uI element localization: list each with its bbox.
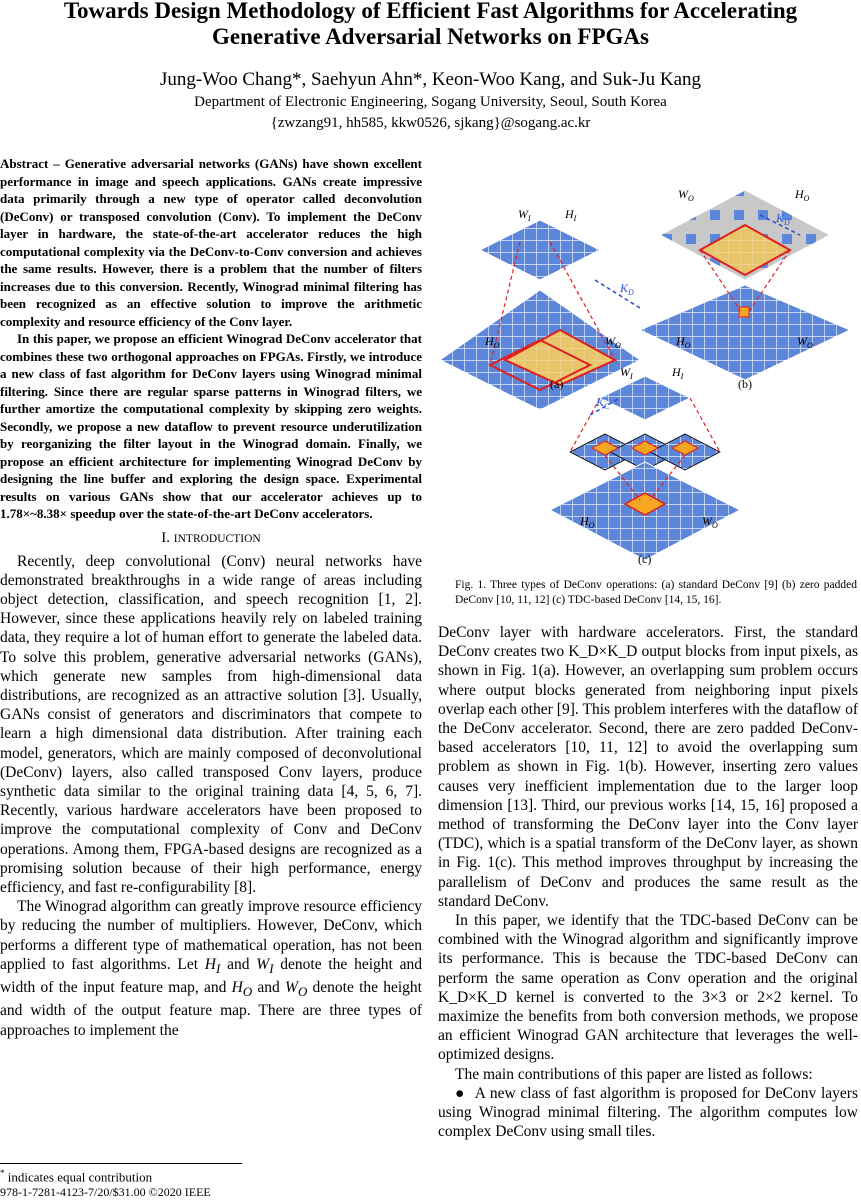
svg-text:HO: $H_O$: [795, 187, 810, 203]
svg-text:HO: $H_O$: [676, 334, 691, 350]
right-paragraph-2: In this paper, we identify that the TDC-based DeConv can be combined with the Winograd algorithm and significantly improve its performance. This is because the TDC-based DeConv can perform the same operation as Conv operation and the original K_D×K_D kernel is converted to the 3×3 or 2×2 kernel. To maximize the benefits from both conversion methods, we propose an efficient Winograd GAN architecture that leverages the well-optimized designs.: [438, 912, 858, 1064]
figure-label-a: (a): [550, 377, 564, 391]
abstract: [0, 155, 422, 523]
figure-label-b: (b): [738, 377, 752, 391]
svg-text:HO: $H_O$: [485, 334, 500, 350]
svg-text:KD: $K_D$: [620, 281, 634, 297]
authors: Jung-Woo Chang*, Saehyun Ahn*, Keon-Woo Kang, and Suk-Ju Kang: [159, 69, 702, 90]
svg-text:WI: $W_I$: [518, 207, 531, 223]
svg-text:KC: $K_C$: [596, 395, 610, 411]
bullet-icon: ●: [455, 1084, 466, 1102]
footnote-text: indicates equal contribution: [7, 1169, 153, 1185]
intro-p2-part-b: denote the height and width of the input feature map, and: [0, 955, 422, 997]
figure-1: [440, 180, 860, 570]
abstract-paragraph-1: Abstract – Generative adversarial networks (GANs) have shown excellent performance in image and speech applications. GANs create impressive data primarily through a new type of operator called deconvolution (DeConv) or transposed convolution (Conv). To implement the DeConv layer in hardware, the state-of-the-art accelerator reduces the high computational complexity via the DeConv-to-Conv conversion and achieves the same results. However, there is a problem that the number of filters increases due to this conversion. Recently, Winograd minimal filtering has been recognized as an effective solution to improve the arithmetic complexity and resource efficiency of the Conv layer.: [0, 156, 422, 329]
footnote: * indicates equal contribution: [0, 1168, 153, 1185]
email: {zwzang91, hh585, kkw0526, sjkang}@sogang.ac.kr: [270, 115, 591, 131]
paper-title: [0, 0, 861, 50]
svg-text:HI: $H_I$: [672, 365, 684, 381]
svg-text:KD: $K_D$: [776, 211, 790, 227]
intro-text: [0, 552, 422, 1040]
figure-1-graphic: [440, 180, 860, 570]
left-column: [0, 155, 422, 1040]
right-paragraph-3: The main contributions of this paper are listed as follows:: [455, 1065, 813, 1083]
section-number: I.: [161, 529, 171, 546]
svg-text:WO: $W_O$: [678, 187, 694, 203]
section-heading: [0, 529, 422, 548]
right-paragraph-1: DeConv layer with hardware accelerators. First, the standard DeConv creates two K_D×K_D output blocks from input pixels, as shown in Fig. 1(a). However, an overlapping sum problem occurs where output blocks generated from neighboring input pixels overlap each other [9]. This problem interferes with the dataflow of the DeConv accelerator. Second, there are zero padded DeConv-based accelerators [10, 11, 12] to avoid the overlapping sum problem as shown in Fig. 1(b). However, inserting zero values causes very inefficient implementation due to the larger loop dimension [13]. Third, our previous works [14, 15, 16] proposed a method of transforming the DeConv layer into the Conv layer (TDC), which is a spatial transform of the DeConv layer, as shown in Fig. 1(c). This method improves throughput by increasing the parallelism of DeConv and produces the same result as the standard DeConv.: [438, 624, 858, 910]
title-line-2: Generative Adversarial Networks on FPGAs: [212, 24, 649, 49]
abstract-paragraph-2: In this paper, we propose an efficient Winograd DeConv accelerator that combines these two orthogonal approaches on FPGAs. Firstly, we introduce a new class of fast algorithm for DeConv layers using Winograd minimal filtering. Since there are regular sparse patterns in Winograd filters, we further amortize the computational complexity by skipping zero weights. Secondly, we propose a new dataflow to prevent resource underutilization by reorganizing the filter layout in the Winograd domain. Finally, we propose an efficient architecture for implementing Winograd DeConv by designing the line buffer and exploring the design space. Experimental results on various GANs show that our accelerator achieves up to 1.78×~8.38× speedup over the state-of-the-art DeConv accelerators.: [0, 331, 422, 521]
contribution-bullet-1: [438, 1084, 858, 1142]
svg-text:WO: $W_O$: [702, 514, 718, 530]
svg-text:WO: $W_O$: [605, 334, 621, 350]
figure-caption: Fig. 1. Three types of DeConv operations: (a) standard DeConv [9] (b) zero padded DeConv [10, 11, 12] (c) TDC-based DeConv [14, 15, 16].: [455, 579, 857, 606]
right-column: [438, 623, 858, 1141]
svg-text:WI: $W_I$: [620, 365, 633, 381]
right-text: [438, 623, 858, 1141]
figure-label-c: (c): [638, 552, 652, 566]
footnote-rule: [0, 1163, 242, 1164]
figure-panel-b: [640, 187, 850, 391]
intro-p2-part-a: The Winograd algorithm can greatly improve resource efficiency by reducing the number of multipliers. However, DeConv, which performs a different type of mathematical operation, has not been applied to fast algorithms. Let: [0, 898, 422, 973]
intro-paragraph-1: Recently, deep convolutional (Conv) neural networks have demonstrated breakthroughs in a wide range of areas including object detection, classification, and speech recognition [1, 2]. However, since these applications heavily rely on labeled training data, they require a lot of human effort to generate the labeled data. To solve this problem, generative adversarial networks (GANs), which generate new samples from high-dimensional data distributions, are recognized as an attractive solution [3]. Usually, GANs consist of generators and discriminators that compete to learn a high dimensional data distribution. After training each model, generators, which are mainly composed of deconvolutional (DeConv) layers, also called transposed Conv layers, produce synthetic data similar to the original training data [4, 5, 6, 7]. Recently, various hardware accelerators have been proposed to improve the computational complexity of Conv and DeConv operations. Among them, FPGA-based designs are recognized as a promising solution because of their high performance, energy efficiency, and fast re-configurability [8].: [0, 552, 422, 896]
svg-text:HI: $H_I$: [565, 207, 577, 223]
intro-paragraph-2: The Winograd algorithm can greatly improve resource efficiency by reducing the number of multipliers. However, DeConv, which performs a different type of mathematical operation, has not been applied to fast algorithms. Let $H_I$ and $W_I$ denote the height and width of the input feature map, and $H_O$ and $W_O$ denote the height and width of the output feature map. There are three types of approaches to implement the: [0, 898, 422, 1039]
bullet-1-text: A new class of fast algorithm is proposed for DeConv layers using Winograd minimal filtering. The algorithm computes low complex DeConv using small tiles.: [438, 1084, 858, 1141]
svg-text:HO: $H_O$: [580, 514, 595, 530]
title-line-1: Towards Design Methodology of Efficient Fast Algorithms for Accelerating: [63, 0, 798, 23]
figure-panel-a: [440, 207, 640, 410]
intro-p2-part-c: denote the height and width of the output feature map. There are three types of approaches to implement the: [0, 979, 422, 1039]
affiliation: Department of Electronic Engineering, Sogang University, Seoul, South Korea: [194, 94, 667, 110]
svg-text:WO: $W_O$: [797, 334, 813, 350]
copyright-footer: 978-1-7281-4123-7/20/$31.00 ©2020 IEEE: [0, 1185, 211, 1199]
section-title: INTRODUCTION: [173, 532, 261, 545]
figure-panel-c: [550, 365, 740, 566]
